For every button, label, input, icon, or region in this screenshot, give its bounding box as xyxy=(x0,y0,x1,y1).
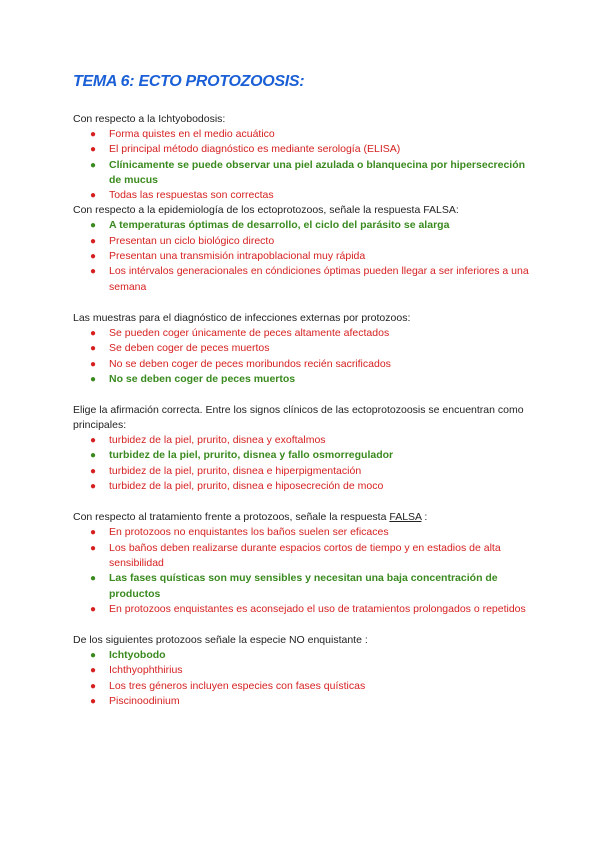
falsa-underlined: FALSA xyxy=(389,511,422,524)
options-list xyxy=(73,326,533,387)
bullet-icon: ● xyxy=(90,435,97,447)
option-item: ● Presentan una transmisión intrapoblacional muy rápida xyxy=(109,249,533,264)
option-item: ● turbidez de la piel, prurito, disnea y exoftalmos xyxy=(109,433,533,448)
bullet-icon: ● xyxy=(90,481,97,493)
bullet-icon: ● xyxy=(90,573,97,585)
bullet-icon: ● xyxy=(90,373,97,385)
option-item: ● Todas las respuestas son correctas xyxy=(109,188,533,203)
bullet-icon: ● xyxy=(90,144,97,156)
question-text: Con respecto a la Ichtyobodosis: xyxy=(73,113,226,125)
option-item-correct: ● turbidez de la piel, prurito, disnea y fallo osmorregulador xyxy=(109,448,533,463)
bullet-icon: ● xyxy=(90,358,97,370)
bullet-icon: ● xyxy=(90,220,97,232)
option-item: ● Se pueden coger únicamente de peces altamente afectados xyxy=(109,326,533,341)
option-item: ● En protozoos no enquistantes los baños suelen ser eficaces xyxy=(109,525,533,540)
question-6 xyxy=(73,633,533,709)
question-text: Con respecto a la epidemiología de los ectoprotozoos, señale la respuesta FALSA: xyxy=(73,204,459,217)
question-5 xyxy=(73,510,533,617)
option-item: ● Se deben coger de peces muertos xyxy=(109,341,533,356)
bullet-icon: ● xyxy=(90,129,97,140)
question-text: De los siguientes protozoos señale la especie NO enquistante : xyxy=(73,634,368,647)
question-1 xyxy=(73,112,533,203)
question-text: Con respecto al tratamiento frente a protozoos, señale la respuesta FALSA : xyxy=(73,511,428,524)
option-item: ● turbidez de la piel, prurito, disnea e hiperpigmentación xyxy=(109,464,533,479)
bullet-icon: ● xyxy=(90,190,97,202)
question-list xyxy=(73,112,533,725)
options-list xyxy=(73,218,533,294)
question-text: Elige la afirmación correcta. Entre los signos clínicos de las ectoprotozoosis se encuentran como principales: xyxy=(73,404,524,432)
option-item: ● Forma quistes en el medio acuático xyxy=(109,127,533,142)
bullet-icon: ● xyxy=(90,235,97,247)
options-list xyxy=(73,127,533,203)
bullet-icon: ● xyxy=(90,542,97,554)
option-item-correct: ● A temperaturas óptimas de desarrollo, el ciclo del parásito se alarga xyxy=(109,218,533,233)
option-item: ● Los baños deben realizarse durante espacios cortos de tiempo y en estadios de alta sensibilidad xyxy=(90,541,501,569)
question-text: Las muestras para el diagnóstico de infecciones externas por protozoos: xyxy=(73,311,411,324)
bullet-icon: ● xyxy=(90,266,97,278)
option-item: ● Presentan un ciclo biológico directo xyxy=(109,234,533,249)
option-item: ● turbidez de la piel, prurito, disnea e hiposecreción de moco xyxy=(109,479,533,494)
options-list xyxy=(73,648,533,709)
bullet-icon: ● xyxy=(90,465,97,477)
bullet-icon: ● xyxy=(90,696,97,708)
option-item: ● Piscinoodinium xyxy=(109,694,533,709)
bullet-icon: ● xyxy=(90,343,97,355)
bullet-icon: ● xyxy=(90,251,97,263)
page-title: TEMA 6: ECTO PROTOZOOSIS: xyxy=(73,73,305,90)
option-item-correct: ● Ichtyobodo xyxy=(109,648,533,663)
option-item-correct: ● No se deben coger de peces muertos xyxy=(109,372,533,387)
options-list xyxy=(73,433,533,494)
option-item: ● Ichthyophthirius xyxy=(109,663,533,678)
options-list xyxy=(73,525,533,617)
bullet-icon: ● xyxy=(90,680,97,692)
bullet-icon: ● xyxy=(90,327,97,339)
option-item: ● El principal método diagnóstico es mediante serología (ELISA) xyxy=(109,142,533,157)
bullet-icon: ● xyxy=(90,665,97,677)
question-4 xyxy=(73,403,533,494)
option-item: ● Los tres géneros incluyen especies con fases quísticas xyxy=(109,679,533,694)
bullet-icon: ● xyxy=(90,450,97,462)
option-item: ● En protozoos enquistantes es aconsejado el uso de tratamientos prolongados o repetidos xyxy=(109,602,533,617)
option-item-correct: ● Las fases quísticas son muy sensibles y necesitan una baja concentración de productos xyxy=(90,572,498,600)
bullet-icon: ● xyxy=(90,603,97,615)
bullet-icon: ● xyxy=(90,650,97,662)
question-2 xyxy=(73,203,533,294)
option-item: ● No se deben coger de peces moribundos recién sacrificados xyxy=(109,357,533,372)
option-item-correct: ● Clínicamente se puede observar una piel azulada o blanquecina por hipersecreción de mucus xyxy=(90,158,526,186)
question-3 xyxy=(73,311,533,387)
bullet-icon: ● xyxy=(90,159,97,171)
bullet-icon: ● xyxy=(90,527,97,539)
option-item: ● Los intérvalos generacionales en cóndiciones óptimas pueden llegar a ser inferiores a una semana xyxy=(90,265,529,293)
